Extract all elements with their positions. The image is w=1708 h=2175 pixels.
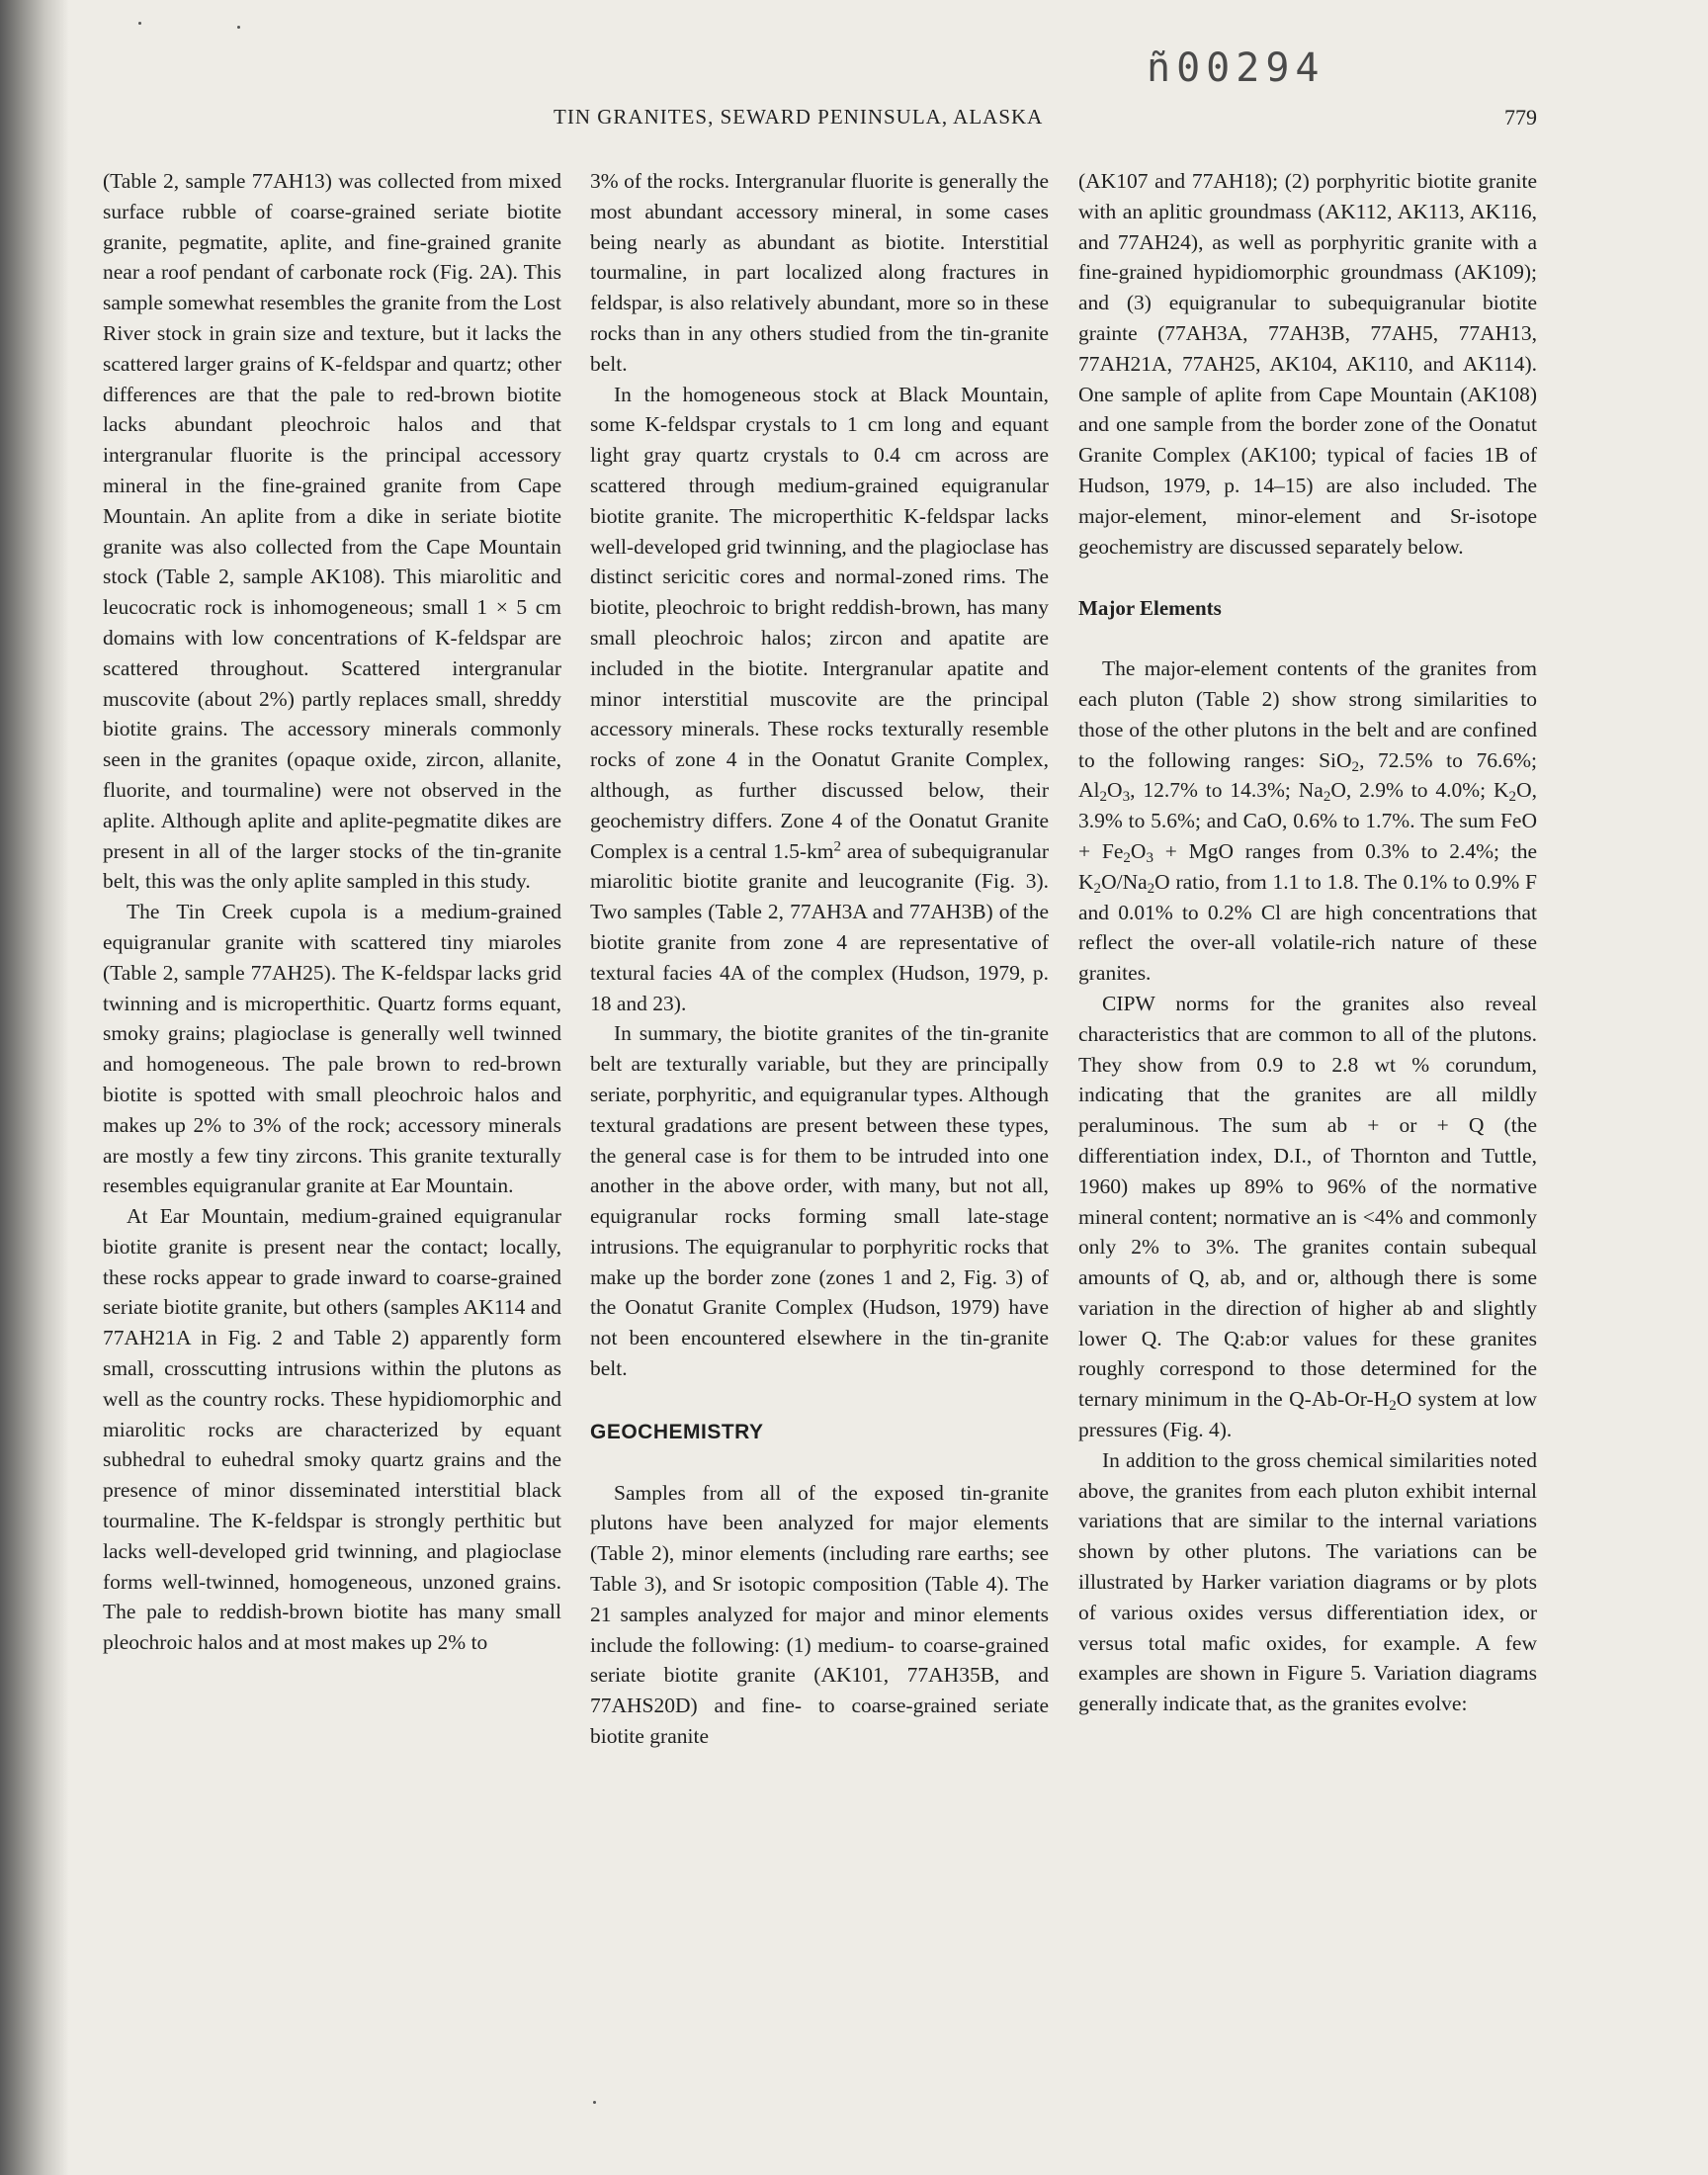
paragraph: (Table 2, sample 77AH13) was collected from mixed surface rubble of coarse-grained seriate biotite granite, pegmatite, aplite, and fine-grained granite near a roof pendant of carbonate rock (Fig. 2A). This sample somewhat resembles the granite from the Lost River stock in grain size and texture, but it lacks the scattered larger grains of K-feldspar and quartz; other differences are that the pale to red-brown biotite lacks abundant pleochroic halos and that intergranular fluorite is the principal accessory mineral in the fine-grained granite from Cape Mountain. An aplite from a dike in seriate biotite granite was also collected from the Cape Mountain stock (Table 2, sample AK108). This miarolitic and leucocratic rock is inhomogeneous; small 1 × 5 cm domains with low concentrations of K-feldspar are scattered throughout. Scattered intergranular muscovite (about 2%) partly replaces small, shreddy biotite grains. The accessory minerals commonly seen in the granites (opaque oxide, zircon, allanite, fluorite, and tourmaline) were not observed in the aplite. Although aplite and aplite-pegmatite dikes are present in all of the larger stocks of the tin-granite belt, this was the only aplite sampled in this study.	[103, 169, 561, 894]
scan-speck	[593, 2101, 596, 2104]
paragraph: (AK107 and 77AH18); (2) porphyritic biotite granite with an aplitic groundmass (AK112, AK113, AK116, and 77AH24), as well as porphyritic granite with a fine-grained hypidiomorphic groundmass (AK109); and (3) equigranular to subequigranular biotite grainte (77AH3A, 77AH3B, 77AH5, 77AH13, 77AH21A, 77AH25, AK104, AK110, and AK114). One sample of aplite from Cape Mountain (AK108) and one sample from the border zone of the Oonatut Granite Complex (AK100; typical of facies 1B of Hudson, 1979, p. 14–15) are also included. The major-element, minor-element and Sr-isotope geochemistry are discussed separately below.	[1078, 169, 1537, 559]
text-column-middle	[590, 166, 1049, 1752]
paragraph: In the homogeneous stock at Black Mountain, some K-feldspar crystals to 1 cm long and equant light gray quartz crystals to 0.4 cm across are scattered through medium-grained equigranular biotite granite. The microperthitic K-feldspar lacks well-developed grid twinning, and the plagioclase has distinct sericitic cores and normal-zoned rims. The biotite, pleochroic to bright reddish-brown, has many small pleochroic halos; zircon and apatite are included in the biotite. Intergranular apatite and minor interstitial muscovite are the principal accessory minerals. These rocks texturally resemble rocks of zone 4 in the Oonatut Granite Complex, although, as further discussed below, their geochemistry differs. Zone 4 of the Oonatut Granite Complex is a central $1.5-km^2$ area of subequigranular miarolitic biotite granite and leucogranite (Fig. 3). Two samples (Table 2, 77AH3A and 77AH3B) of the biotite granite from zone 4 are representative of textural facies 4A of the complex (Hudson, 1979, p. 18 and 23).	[590, 382, 1049, 1015]
subsection-heading: Major Elements	[1078, 596, 1222, 621]
scan-speck	[237, 26, 240, 29]
section-heading: GEOCHEMISTRY	[590, 1420, 764, 1443]
text-column-left	[103, 166, 561, 1658]
paragraph: In summary, the biotite granites of the tin-granite belt are texturally variable, but they are principally seriate, porphyritic, and equigranular types. Although textural gradations are present between these types, the general case is for them to be intruded into one another in the above order, with many, but not all, equigranular rocks forming small late-stage intrusions. The equigranular to porphyritic rocks that make up the border zone (zones 1 and 2, Fig. 3) of the Oonatut Granite Complex (Hudson, 1979) have not been encountered elsewhere in the tin-granite belt.	[590, 1021, 1049, 1381]
paragraph: Samples from all of the exposed tin-granite plutons have been analyzed for major elements (Table 2), minor elements (including rare earths; see Table 3), and Sr isotopic composition (Table 4). The 21 samples analyzed for major and minor elements include the following: (1) medium- to coarse-grained seriate biotite granite (AK101, 77AH35B, and 77AHS20D) and fine- to coarse-grained seriate biotite granite	[590, 1480, 1049, 1749]
page-binding-shadow	[0, 0, 69, 2175]
paragraph: 3% of the rocks. Intergranular fluorite is generally the most abundant accessory mineral, in some cases being nearly as abundant as biotite. Interstitial tourmaline, in part localized along fractures in feldspar, is also relatively abundant, more so in these rocks than in any others studied from the tin-granite belt.	[590, 169, 1049, 376]
running-title: TIN GRANITES, SEWARD PENINSULA, ALASKA	[554, 105, 1044, 129]
scan-speck	[138, 22, 141, 25]
page-number: 779	[1504, 105, 1537, 130]
paragraph: The Tin Creek cupola is a medium-grained equigranular granite with scattered tiny miaroles (Table 2, sample 77AH25). The K-feldspar lacks grid twinning and is microperthitic. Quartz forms equant, smoky grains; plagioclase is generally well twinned and homogeneous. The pale brown to red-brown biotite is spotted with small pleochroic halos and makes up 2% to 3% of the rock; accessory minerals are mostly a few tiny zircons. This granite texturally resembles equigranular granite at Ear Mountain.	[103, 900, 561, 1198]
paragraph: CIPW norms for the granites also reveal characteristics that are common to all of the plutons. They show from 0.9 to 2.8 wt % corundum, indicating that the granites are all mildly peraluminous. The sum ab + or + Q (the differentiation index, D.I., of Thornton and Tuttle, 1960) makes up 89% to 96% of the normative mineral content; normative an is <4% and commonly only 2% to 3%. The granites contain subequal amounts of Q, ab, and or, although there is some variation in the direction of higher ab and slightly lower Q. The Q:ab:or values for these granites roughly correspond to those determined for the ternary minimum in the $Q-Ab-Or-H_2O$ system at low pressures (Fig. 4).	[1078, 991, 1537, 1442]
paragraph: The major-element contents of the granites from each pluton (Table 2) show strong similarities to those of the other plutons in the belt and are confined to the following ranges: SiO$_2$, 72.5% to 76.6%; $Al_2O_3$, 12.7% to 14.3%; $Na_2O$, 2.9% to 4.0%; $K_2O$, 3.9% to 5.6%; and CaO, 0.6% to 1.7%. The sum FeO + $Fe_2O_3$ + MgO ranges from 0.3% to 2.4%; the $K_2O/Na_2O$ ratio, from 1.1 to 1.8. The 0.1% to 0.9% F and 0.01% to 0.2% Cl are high concentrations that reflect the over-all volatile-rich nature of these granites.	[1078, 656, 1537, 986]
paragraph: In addition to the gross chemical similarities noted above, the granites from each pluton exhibit internal variations that are similar to the internal variations shown by other plutons. The variations can be illustrated by Harker variation diagrams or by plots of various oxides versus differentiation idex, or versus total mafic oxides, for example. A few examples are shown in Figure 5. Variation diagrams generally indicate that, as the granites evolve:	[1078, 1447, 1537, 1716]
page-stamp-number: ñ00294	[1147, 45, 1325, 91]
text-column-right	[1078, 166, 1537, 1719]
paragraph: At Ear Mountain, medium-grained equigranular biotite granite is present near the contact; locally, these rocks appear to grade inward to coarse-grained seriate biotite granite, but others (samples AK114 and 77AH21A in Fig. 2 and Table 2) apparently form small, crosscutting intrusions within the plutons as well as the country rocks. These hypidiomorphic and miarolitic rocks are characterized by equant subhedral to euhedral smoky quartz grains and the presence of minor disseminated interstitial black tourmaline. The K-feldspar is strongly perthitic but lacks well-developed grid twinning, and plagioclase forms well-twinned, homogeneous, unzoned grains. The pale to reddish-brown biotite has many small pleochroic halos and at most makes up 2% to	[103, 1204, 561, 1655]
